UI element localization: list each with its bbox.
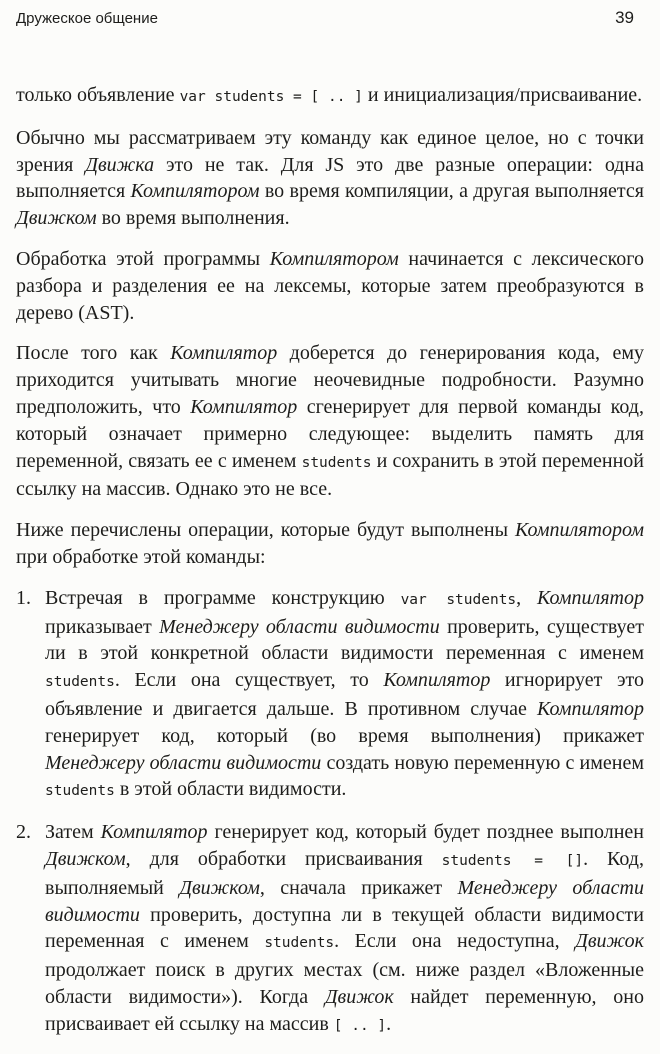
inline-code: var students [400, 591, 517, 608]
running-header [16, 8, 634, 28]
inline-code: [ .. ] [333, 1017, 387, 1034]
paragraph-1: только объявление var students = [ .. ] и инициализация/присваивание. [16, 84, 643, 106]
inline-code: students [301, 454, 372, 471]
chapter-title: Дружеское общение [16, 10, 158, 27]
list-number: 2. [16, 821, 31, 844]
paragraph-5: Ниже перечислены операции, которые будут выполнены Компилятором при обработке этой команды: [16, 519, 644, 568]
inline-code: var students = [ .. ] [179, 89, 363, 105]
inline-code: students [45, 783, 115, 800]
inline-code: students [45, 674, 115, 691]
page-number: 39 [615, 8, 634, 27]
body-text [16, 82, 644, 1054]
inline-code: students [264, 935, 335, 952]
paragraph-3: Обработка этой программы Компилятором начинается с лексического разбора и разделения ее на лексемы, которые затем преобразуются в дерево (AST). [16, 247, 644, 324]
list-item: 2. Затем Компилятор генерирует код, который будет позднее выполнен Движком, для обработки присваивания students = []. Код, выполняемый Движком, сначала прикажет Менеджеру области видимости проверить, доступна ли в текущей области видимости переменная с именем students. Если она недоступна, Движок продолжает поиск в других местах (см. ниже раздел «Вложенные области видимости»). Когда Движок найдет переменную, оно присваивает ей ссылку на массив [ .. ]. [16, 821, 645, 1035]
list-item: 1. Встречая в программе конструкцию var students, Компилятор приказывает Менеджеру области видимости проверить, существует ли в этой конкретной области видимости переменная с именем students. Если она существует, то Компилятор игнорирует это объявление и двигается дальше. В противном случае Компилятор генерирует код, который (во время выполнения) прикажет Менеджеру области видимости создать новую переменную с именем students в этой области видимости. [16, 586, 645, 801]
operations-list [16, 585, 644, 1040]
inline-code: students = [] [441, 852, 584, 869]
paragraph-2: Обычно мы рассматриваем эту команду как единое целое, но с точки зрения Движка это не так. Для JS это две разные операции: одна выполняется Компилятором во время компиляции, а другая выполняется Движком во время выполнения. [16, 126, 645, 230]
list-number: 1. [16, 586, 31, 609]
paragraph-4: После того как Компилятор доберется до генерирования кода, ему приходится учитывать многие неочевидные подробности. Разумно предположить, что Компилятор сгенерирует для первой команды код, который означает примерно следующее: выделить память для переменной, связать ее с именем students и сохранить в этой переменной ссылку на массив. Однако это не все. [16, 342, 644, 501]
